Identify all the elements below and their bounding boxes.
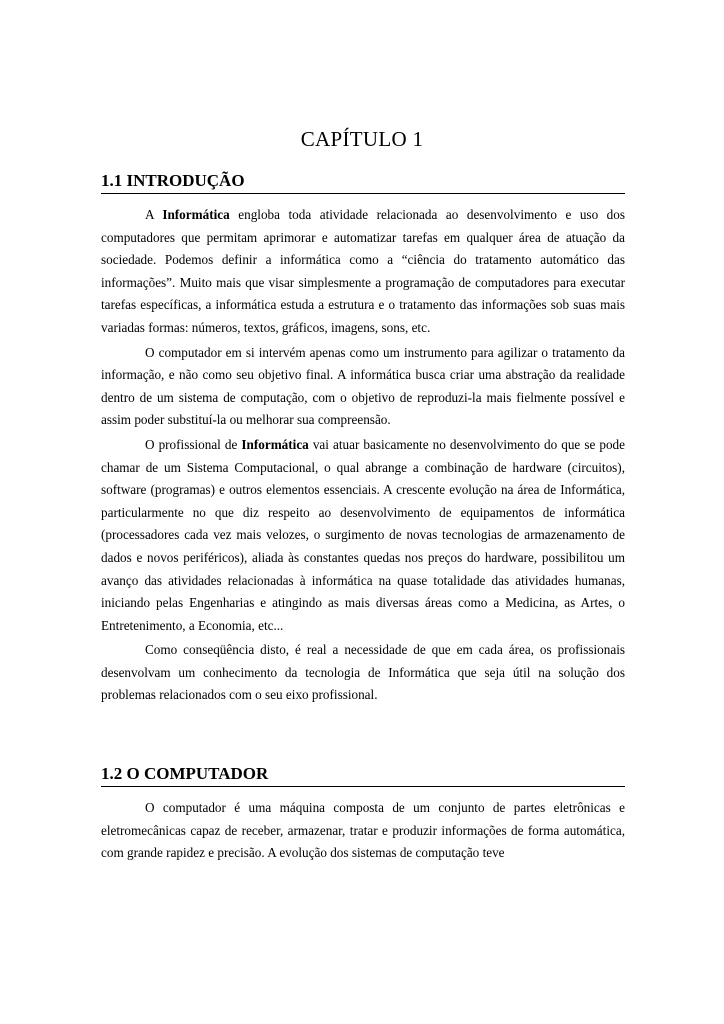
section-heading-introducao: 1.1 INTRODUÇÃO: [101, 170, 625, 194]
paragraph-text: O computador em si intervém apenas como um instrumento para agilizar o tratamento da informação, e não como seu objetivo final. A informática busca criar uma abstração da realidade dentro de um sistema de computação, com o objetivo de reproduzi-la mais fielmente possível e assim poder substituí-la ou melhorar sua compreensão.: [101, 344, 625, 428]
paragraph-text: O computador é uma máquina composta de um conjunto de partes eletrônicas e eletromecânicas capaz de receber, armazenar, tratar e produzir informações de forma automática, com grande rapidez e precisão. A evolução dos sistemas de computação teve: [101, 800, 625, 861]
paragraph-lead: O profissional de: [145, 436, 242, 452]
paragraph: [101, 342, 625, 432]
paragraph: [101, 434, 625, 637]
paragraph-text: Como conseqüência disto, é real a necessidade de que em cada área, os profissionais desenvolvam um conhecimento da tecnologia de Informática que seja útil na solução dos problemas relacionados com o seu eixo profissional.: [101, 642, 625, 703]
paragraph: [101, 797, 625, 865]
chapter-title: CAPÍTULO 1: [300, 127, 424, 151]
bold-keyword: Informática: [241, 436, 309, 452]
section-body-introducao: [101, 204, 625, 707]
paragraph-lead: A: [145, 207, 163, 222]
paragraph-text: vai atuar basicamente no desenvolvimento do que se pode chamar de um Sistema Computacional, o qual abrange a combinação de hardware (circuitos), software (programas) e outros elementos essenciais. A crescente evolução na área de Informática, particularmente no que diz respeito ao desenvolvimento de equipamentos de informática (processadores cada vez mais velozes, o surgimento de novas tecnologias de armazenamento de dados e novos periféricos), aliada às constantes quedas nos preços do hardware, possibilitou um avanço das atividades relacionadas à informática na quase totalidade das atividades humanas, iniciando pelas Engenharias e atingindo as mais diversas áreas como a Medicina, as Artes, o Entretenimento, a Economia, etc...: [101, 436, 625, 633]
paragraph: [101, 639, 625, 707]
paragraph: [101, 204, 625, 340]
section-heading-computador: 1.2 O COMPUTADOR: [101, 763, 625, 787]
bold-keyword: Informática: [162, 207, 230, 222]
section-body-computador: [101, 797, 625, 865]
paragraph-text: engloba toda atividade relacionada ao desenvolvimento e uso dos computadores que permitam aprimorar e automatizar tarefas em qualquer área de atuação da sociedade. Podemos definir a informática como a “ciência do tratamento automático das informações”. Muito mais que visar simplesmente a programação de computadores para executar tarefas específicas, a informática estuda a estrutura e o tratamento das informações sob suas mais variadas formas: números, textos, gráficos, imagens, sons, etc.: [101, 207, 626, 335]
